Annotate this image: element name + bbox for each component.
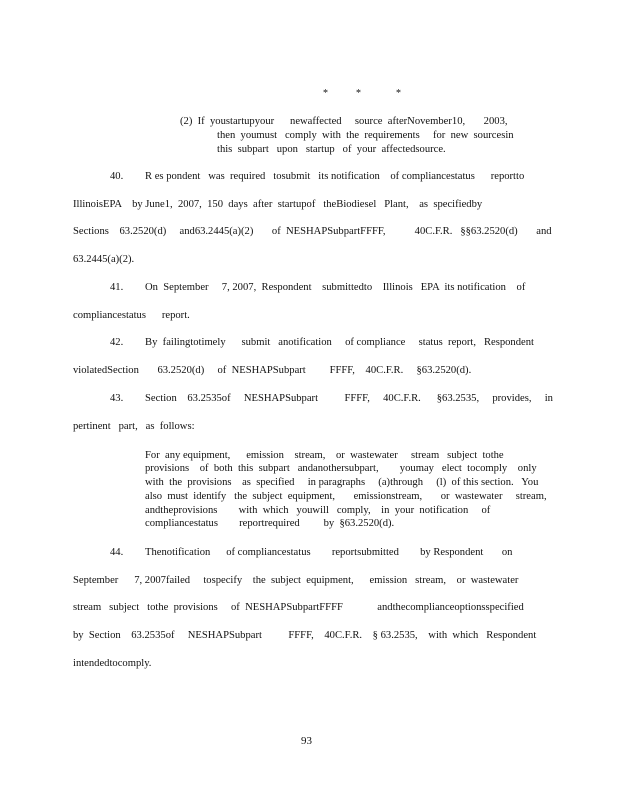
paragraph-text-line: intendedtocomply. (73, 658, 152, 669)
paragraph-text-line: compliancestatus report. (73, 310, 190, 321)
block-quote-line: For any equipment, emission stream, or wastewater stream subject tothe (145, 450, 504, 461)
reg-quote-line: this subpart upon startup of your affectedsource. (217, 144, 446, 155)
reg-quote-line: (2) If youstartupyour newaffected source afterNovember10, 2003, (180, 116, 508, 127)
star-3: * (396, 88, 401, 99)
star-1: * (323, 88, 328, 99)
paragraph-text-line: Section 63.2535of NESHAPSubpart FFFF, 40C.F.R. §63.2535, provides, in (145, 393, 553, 404)
paragraph-text-line: by Section 63.2535of NESHAPSubpart FFFF, 40C.F.R. § 63.2535, with which Respondent (73, 630, 537, 641)
paragraph-text-line: September 7, 2007failed tospecify the subject equipment, emission stream, or wastewater (73, 575, 519, 586)
paragraph-text-line: Sections 63.2520(d) and63.2445(a)(2) of NESHAPSubpartFFFF, 40C.F.R. §§63.2520(d) and (73, 226, 552, 237)
block-quote-line: also must identify the subject equipment, emissionstream, or wastewater stream, (145, 491, 547, 502)
paragraph-number: 44. (110, 547, 124, 558)
paragraph-text-line: By failingtotimely submit anotification of compliance status report, Respondent (145, 337, 534, 348)
paragraph-number: 41. (110, 282, 124, 293)
reg-quote-line: then youmust comply with the requirements for new sourcesin (217, 130, 514, 141)
star-2: * (356, 88, 361, 99)
paragraph-text-line: pertinent part, as follows: (73, 421, 195, 432)
block-quote-line: provisions of both this subpart andanothersubpart, youmay elect tocomply only (145, 463, 537, 474)
block-quote-line: andtheprovisions with which youwill comply, in your notification of (145, 505, 491, 516)
paragraph-text-line: Thenotification of compliancestatus reportsubmitted by Respondent on (145, 547, 513, 558)
block-quote-line: with the provisions as specified in paragraphs (a)through (l) of this section. You (145, 477, 539, 488)
page-number: 93 (301, 735, 312, 747)
paragraph-text-line: R es pondent was required tosubmit its notification of compliancestatus reportto (145, 171, 525, 182)
paragraph-text-line: On September 7, 2007, Respondent submittedto Illinois EPA its notification of (145, 282, 526, 293)
paragraph-text-line: IllinoisEPA by June1, 2007, 150 days after startupof theBiodiesel Plant, as specifiedby (73, 199, 483, 210)
paragraph-number: 43. (110, 393, 124, 404)
paragraph-number: 42. (110, 337, 124, 348)
paragraph-number: 40. (110, 171, 124, 182)
paragraph-text-line: 63.2445(a)(2). (73, 254, 135, 265)
paragraph-text-line: violatedSection 63.2520(d) of NESHAPSubpart FFFF, 40C.F.R. §63.2520(d). (73, 365, 472, 376)
block-quote-line: compliancestatus reportrequired by §63.2520(d). (145, 518, 395, 529)
paragraph-text-line: stream subject tothe provisions of NESHAPSubpartFFFF andthecomplianceoptionsspecified (73, 602, 524, 613)
